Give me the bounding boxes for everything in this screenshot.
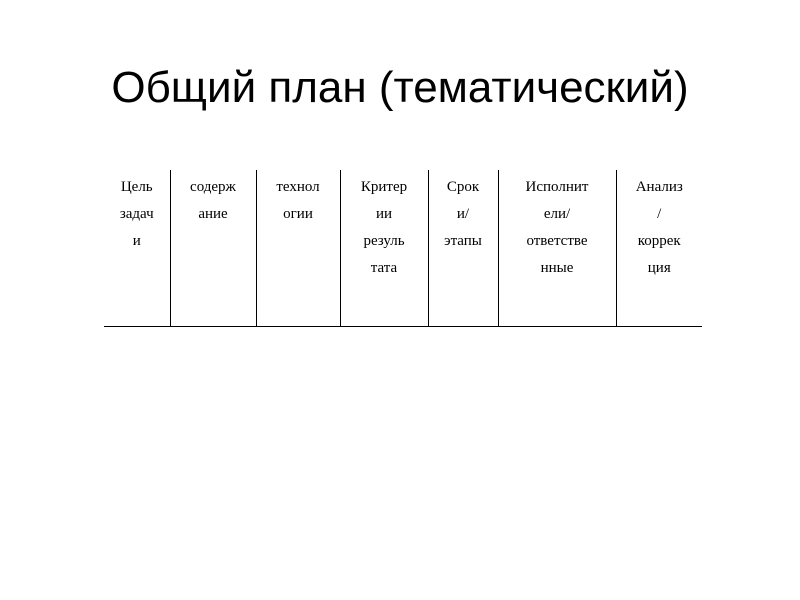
cell-line: огии (283, 206, 313, 222)
column-analysis-correction (616, 170, 702, 327)
cell-line: тата (370, 260, 398, 276)
cell-line: Критер (360, 179, 408, 195)
cell-line: коррек (637, 233, 681, 249)
table-header-row (104, 170, 702, 327)
cell-line: ели/ (543, 206, 571, 222)
column-content (170, 170, 256, 327)
cell-line: ответстве (526, 233, 588, 249)
cell-line: содерж (190, 179, 236, 195)
cell-line: и (132, 233, 141, 249)
column-technologies (256, 170, 340, 327)
cell-line: и/ (456, 206, 470, 222)
column-deadlines-stages (428, 170, 498, 327)
column-goals-tasks (104, 170, 170, 327)
cell-line: / (657, 206, 662, 222)
column-result-criteria (340, 170, 428, 327)
cell-line: Цель (120, 179, 153, 195)
cell-line: Анализ (635, 179, 683, 195)
cell-line: технол (276, 179, 320, 195)
cell-line: ии (375, 206, 393, 222)
cell-line: Срок (446, 179, 480, 195)
slide-title: Общий план (тематический) (111, 63, 689, 112)
cell-line: этапы (444, 233, 482, 249)
column-executors-responsible (498, 170, 616, 327)
cell-line: резуль (363, 233, 405, 249)
cell-line: нные (540, 260, 574, 276)
cell-line: ция (647, 260, 671, 276)
cell-line: ание (198, 206, 228, 222)
cell-line: задач (119, 206, 154, 222)
plan-table (104, 170, 702, 327)
cell-line: Исполнит (525, 179, 589, 195)
